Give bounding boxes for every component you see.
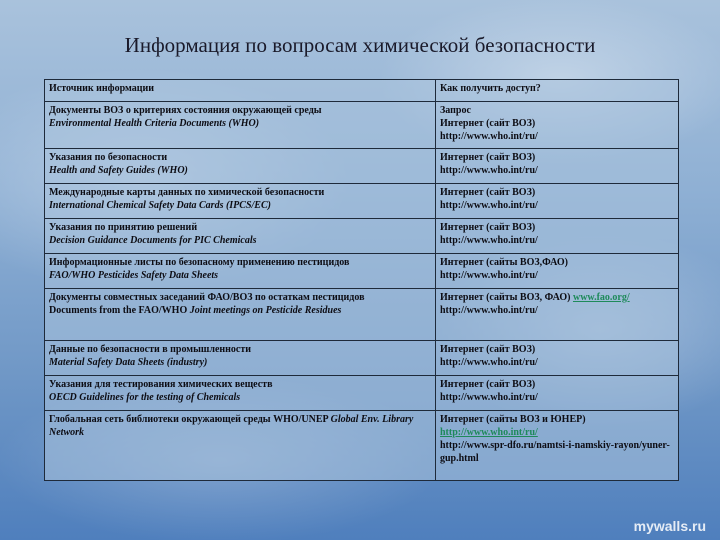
- source-cell: [45, 411, 436, 481]
- access-url[interactable]: http://www.who.int/ru/: [440, 305, 538, 316]
- source-ru: Указания для тестирования химических веществ: [49, 379, 273, 390]
- access-line: Интернет (сайты ВОЗ и ЮНЕР): [440, 414, 586, 425]
- access-cell: [436, 254, 679, 289]
- table-row: [45, 289, 679, 341]
- source-ru: Глобальная сеть библиотеки окружающей среды WHO/UNEP: [49, 414, 329, 425]
- source-cell: [45, 184, 436, 219]
- source-ru: Указания по безопасности: [49, 152, 168, 163]
- source-cell: [45, 219, 436, 254]
- table-row: [45, 184, 679, 219]
- source-en: OECD Guidelines for the testing of Chemicals: [49, 392, 241, 403]
- access-line: Интернет (сайт ВОЗ): [440, 379, 536, 390]
- access-cell: [436, 411, 679, 481]
- access-line: Интернет (сайт ВОЗ): [440, 187, 536, 198]
- table-row: [45, 102, 679, 149]
- source-ru: Международные карты данных по химической безопасности: [49, 187, 325, 198]
- source-en: International Chemical Safety Data Cards (IPCS/EC): [49, 200, 271, 211]
- info-table: [44, 79, 679, 481]
- source-cell: [45, 102, 436, 149]
- access-cell: [436, 102, 679, 149]
- source-cell: [45, 376, 436, 411]
- source-cell: [45, 341, 436, 376]
- source-en-italic: Joint meetings on Pesticide Residues: [189, 305, 342, 316]
- access-line: Интернет (сайт ВОЗ): [440, 344, 536, 355]
- access-url[interactable]: http://www.spr-dfo.ru/namtsi-i-namskiy-rayon/yuner-gup.html: [440, 440, 670, 464]
- source-cell: [45, 289, 436, 341]
- source-ru: Указания по принятию решений: [49, 222, 198, 233]
- source-en-italic: Global Env. Library Network: [49, 414, 414, 438]
- access-url[interactable]: http://www.who.int/ru/: [440, 131, 538, 142]
- access-cell: [436, 149, 679, 184]
- access-prefix: Интернет (сайты ВОЗ, ФАО): [440, 292, 571, 303]
- access-url[interactable]: http://www.who.int/ru/: [440, 200, 538, 211]
- who-link[interactable]: http://www.who.int/ru/: [440, 427, 538, 438]
- source-en: Environmental Health Criteria Documents (WHO): [49, 118, 260, 129]
- source-en: Health and Safety Guides (WHO): [49, 165, 188, 176]
- header-access: Как получить доступ?: [436, 80, 679, 102]
- source-en-prefix: Documents from the FAO/WHO: [49, 305, 188, 316]
- access-line: Интернет (сайт ВОЗ): [440, 118, 536, 129]
- access-url[interactable]: http://www.who.int/ru/: [440, 270, 538, 281]
- table-row: [45, 341, 679, 376]
- header-source: Источник информации: [45, 80, 436, 102]
- table-header-row: [45, 80, 679, 102]
- access-line: Интернет (сайты ВОЗ,ФАО): [440, 257, 568, 268]
- access-url[interactable]: http://www.who.int/ru/: [440, 235, 538, 246]
- access-cell: [436, 376, 679, 411]
- source-en: [49, 304, 431, 317]
- source-ru: Документы совместных заседаний ФАО/ВОЗ по остаткам пестицидов: [49, 292, 365, 303]
- access-cell: [436, 219, 679, 254]
- access-line: [440, 291, 674, 304]
- source-en: Material Safety Data Sheets (industry): [49, 357, 208, 368]
- source-cell: [45, 149, 436, 184]
- access-url[interactable]: http://www.who.int/ru/: [440, 357, 538, 368]
- source-ru: Информационные листы по безопасному применению пестицидов: [49, 257, 350, 268]
- access-cell: [436, 184, 679, 219]
- table-row: [45, 254, 679, 289]
- source-en: FAO/WHO Pesticides Safety Data Sheets: [49, 270, 219, 281]
- source-en: Decision Guidance Documents for PIC Chemicals: [49, 235, 257, 246]
- access-cell: [436, 341, 679, 376]
- table-row: [45, 219, 679, 254]
- watermark: mywalls.ru: [633, 518, 706, 534]
- access-cell: [436, 289, 679, 341]
- access-url[interactable]: http://www.who.int/ru/: [440, 165, 538, 176]
- table-row: [45, 149, 679, 184]
- access-line: Интернет (сайт ВОЗ): [440, 152, 536, 163]
- slide-title: Информация по вопросам химической безопасности: [124, 33, 596, 57]
- table-row: [45, 376, 679, 411]
- access-line: Запрос: [440, 105, 471, 116]
- source-cell: [45, 254, 436, 289]
- access-url[interactable]: http://www.who.int/ru/: [440, 392, 538, 403]
- table-row: [45, 411, 679, 481]
- access-line: Интернет (сайт ВОЗ): [440, 222, 536, 233]
- fao-link[interactable]: www.fao.org/: [572, 292, 630, 303]
- source-ru: Данные по безопасности в промышленности: [49, 344, 252, 355]
- source-ru: Документы ВОЗ о критериях состояния окружающей среды: [49, 105, 322, 116]
